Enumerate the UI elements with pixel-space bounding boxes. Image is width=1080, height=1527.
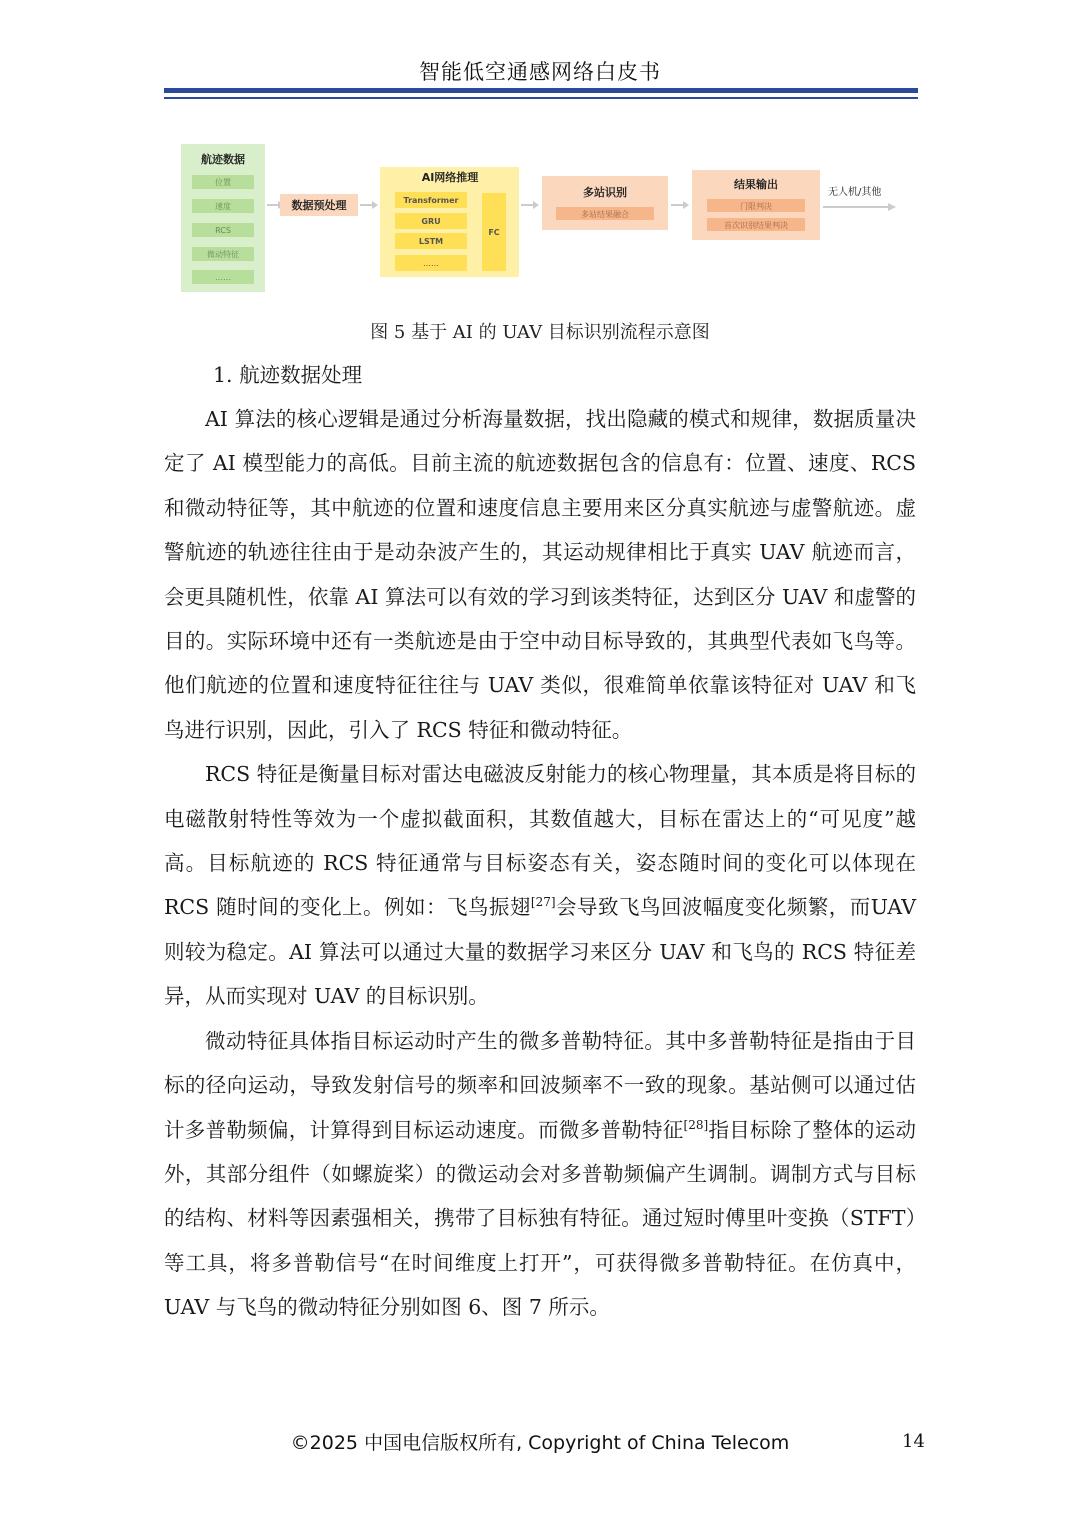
header-rule-thin	[164, 97, 918, 99]
paragraph-3: 微动特征具体指目标运动时产生的微多普勒特征。其中多普勒特征是指由于目标的径向运动，导致发射信号的频率和回波频率不一致的现象。基站侧可以通过估计多普勒频偏，计算得到目标运动速度。而微多普勒特征[28]指目标除了整体的运动外，其部分组件（如螺旋桨）的微运动会对多普勒频偏产生调制。调制方式与目标的结构、材料等因素强相关，携带了目标独有特征。通过短时傅里叶变换（STFT）等工具，将多普勒信号“在时间维度上打开”，可获得微多普勒特征。在仿真中，UAV 与飞鸟的微动特征分别如图 6、图 7 所示。	[164, 1028, 917, 1320]
preprocess-label: 数据预处理	[291, 199, 347, 212]
citation-28: [28]	[683, 1117, 709, 1132]
footer-copyright: ©2025 中国电信版权所有, Copyright of China Telecom	[290, 1432, 790, 1454]
ai-item-lstm: LSTM	[418, 237, 444, 246]
body-text	[164, 397, 916, 1330]
output-label: 无人机/其他	[828, 187, 882, 198]
page-number: 14	[902, 1431, 925, 1452]
figure-caption: 图 5 基于 AI 的 UAV 目标识别流程示意图	[370, 322, 710, 343]
ai-inference-title: AI网络推理	[421, 171, 479, 184]
section-heading: 1. 航迹数据处理	[213, 363, 363, 387]
result-output-title: 结果输出	[734, 178, 778, 191]
uav-recognition-flow-diagram	[170, 138, 910, 303]
result-item-first: 首次识别结果判决	[724, 221, 788, 230]
ai-item-transformer: Transformer	[403, 196, 459, 205]
page-header-title: 智能低空通感网络白皮书	[419, 60, 661, 84]
multi-station-title: 多站识别	[583, 186, 627, 199]
header-rule-thick	[164, 88, 918, 93]
track-item-rcs: RCS	[215, 226, 231, 235]
citation-27: [27]	[530, 895, 556, 910]
track-data-box	[181, 144, 265, 292]
paragraph-2: RCS 特征是衡量目标对雷达电磁波反射能力的核心物理量，其本质是将目标的电磁散射特性等效为一个虚拟截面积，其数值越大，目标在雷达上的“可见度”越高。目标航迹的 RCS 特征通常与目标姿态有关，姿态随时间的变化可以体现在 RCS 随时间的变化上。例如：飞鸟振翅[27]会导致飞鸟回波幅度变化频繁，而UAV 则较为稳定。AI 算法可以通过大量的数据学习来区分 UAV 和飞鸟的 RCS 特征差异，从而实现对 UAV 的目标识别。	[164, 762, 916, 1009]
track-item-speed: 速度	[215, 202, 231, 211]
track-item-micro: 微动特征	[207, 250, 239, 259]
ai-item-more: ……	[423, 259, 439, 268]
ai-item-gru: GRU	[421, 217, 441, 226]
ai-fc-label: FC	[488, 228, 500, 237]
paragraph-1: AI 算法的核心逻辑是通过分析海量数据，找出隐藏的模式和规律，数据质量决定了 AI 模型能力的高低。目前主流的航迹数据包含的信息有：位置、速度、RCS 和微动特征等，其中航迹的位置和速度信息主要用来区分真实航迹与虚警航迹。虚警航迹的轨迹往往由于是动杂波产生的，其运动规律相比于真实 UAV 航迹而言，会更具随机性，依靠 AI 算法可以有效的学习到该类特征，达到区分 UAV 和虚警的目的。实际环境中还有一类航迹是由于空中动目标导致的，其典型代表如飞鸟等。他们航迹的位置和速度特征往往与 UAV 类似，很难简单依靠该特征对 UAV 和飞鸟进行识别，因此，引入了 RCS 特征和微动特征。	[164, 407, 916, 742]
multi-station-box	[542, 176, 668, 230]
multi-station-item: 多站结果融合	[581, 210, 629, 219]
track-item-position: 位置	[215, 178, 231, 187]
result-item-threshold: 门限判决	[740, 202, 772, 211]
track-data-title: 航迹数据	[201, 153, 245, 166]
track-item-more: ……	[215, 273, 231, 282]
